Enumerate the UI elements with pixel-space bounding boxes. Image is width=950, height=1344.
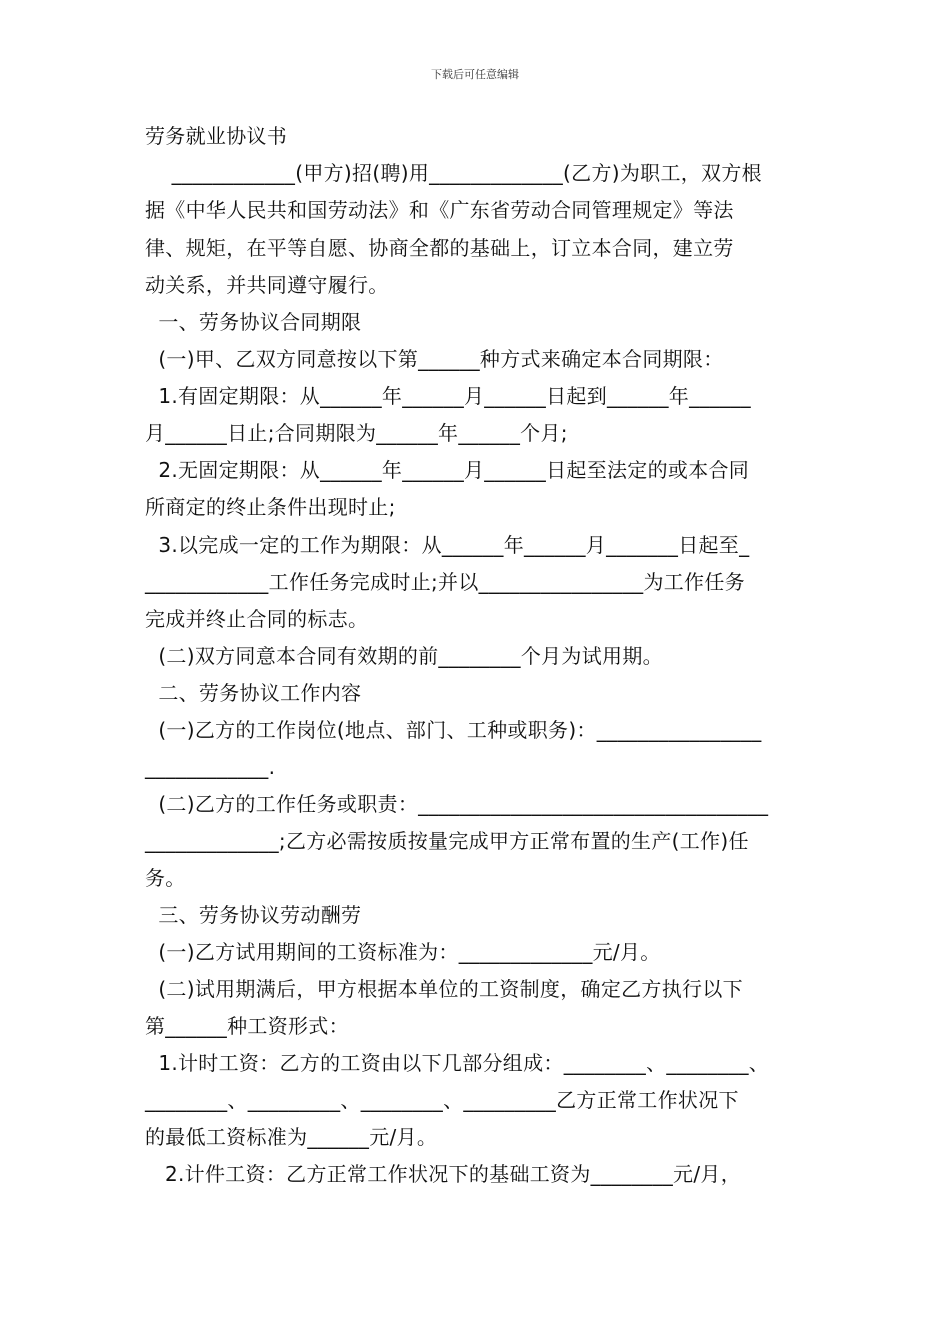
section-heading: 三、劳务协议劳动酬劳 xyxy=(145,903,362,927)
paragraph-line: ____________. xyxy=(145,755,276,779)
paragraph-line: 1.计时工资：乙方的工资由以下几部分组成：________、________、 xyxy=(145,1051,770,1075)
paragraph-line: 动关系，并共同遵守履行。 xyxy=(145,273,389,297)
paragraph-line: 务。 xyxy=(145,866,186,890)
paragraph-line: 完成并终止合同的标志。 xyxy=(145,607,369,631)
paragraph-line: 2.无固定期限：从______年______月______日起至法定的或本合同 xyxy=(145,458,750,482)
paragraph-line: _____________;乙方必需按质按量完成甲方正常布置的生产(工作)任 xyxy=(145,829,749,853)
section-heading: 一、劳务协议合同期限 xyxy=(145,310,362,334)
paragraph-line: 所商定的终止条件出现时止; xyxy=(145,495,396,519)
paragraph-line: (一)乙方的工作岗位(地点、部门、工种或职务)：________________ xyxy=(145,718,762,742)
paragraph-line: 1.有固定期限：从______年______月______日起到______年______ xyxy=(145,384,751,408)
paragraph-line: 第______种工资形式： xyxy=(145,1014,349,1038)
paragraph-line: 3.以完成一定的工作为期限：从______年______月_______日起至_ xyxy=(145,533,750,557)
document-title: 劳务就业协议书 xyxy=(145,124,288,148)
paragraph-line: ____________(甲方)招(聘)用_____________(乙方)为职工，双方根 xyxy=(145,161,762,185)
paragraph-line: (二)试用期满后，甲方根据本单位的工资制度，确定乙方执行以下 xyxy=(145,977,743,1001)
page-header: 下载后可任意编辑 xyxy=(431,68,519,81)
paragraph-line: 的最低工资标准为______元/月。 xyxy=(145,1125,438,1149)
paragraph-line: (一)甲、乙双方同意按以下第______种方式来确定本合同期限： xyxy=(145,347,724,371)
paragraph-line: (二)乙方的工作任务或职责：__________________________________ xyxy=(145,792,769,816)
paragraph-line: 月______日止;合同期限为______年______个月; xyxy=(145,421,568,445)
paragraph-line: ____________工作任务完成时止;并以________________为工作任务 xyxy=(145,570,745,594)
paragraph-line: 律、规矩，在平等自愿、协商全都的基础上，订立本合同，建立劳 xyxy=(145,236,734,260)
section-heading: 二、劳务协议工作内容 xyxy=(145,681,362,705)
paragraph-line: 2.计件工资：乙方正常工作状况下的基础工资为________元/月， xyxy=(145,1162,741,1186)
paragraph-line: (二)双方同意本合同有效期的前________个月为试用期。 xyxy=(145,644,663,668)
paragraph-line: ________、_________、________、_________乙方正常工作状况下 xyxy=(145,1088,739,1112)
paragraph-line: (一)乙方试用期间的工资标准为：_____________元/月。 xyxy=(145,940,661,964)
paragraph-line: 据《中华人民共和国劳动法》和《广东省劳动合同管理规定》等法 xyxy=(145,198,734,222)
